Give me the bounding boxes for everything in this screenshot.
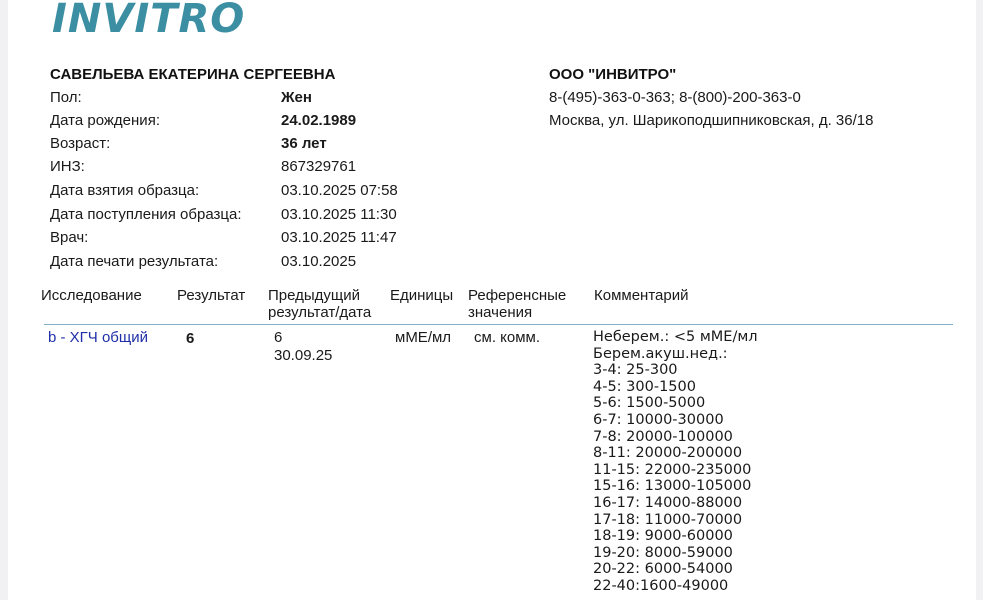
header-comment: Комментарий <box>594 287 689 304</box>
info-label: Возраст: <box>50 135 111 152</box>
info-value: 867329761 <box>281 158 357 175</box>
info-row-sample-received <box>50 206 530 226</box>
units-value: мМЕ/мл <box>395 329 452 346</box>
header-previous-line1: Предыдущий <box>268 287 361 304</box>
comment-line: 7-8: 20000-100000 <box>593 428 733 445</box>
comment-line: 3-4: 25-300 <box>593 362 678 379</box>
comment-line: 22-40:1600-49000 <box>593 577 729 594</box>
reference-value: см. комм. <box>474 329 541 346</box>
info-value: 03.10.2025 <box>281 253 357 270</box>
comment-line: 6-7: 10000-30000 <box>593 411 724 428</box>
header-reference <box>468 287 566 321</box>
previous-result-date: 30.09.25 <box>274 347 333 364</box>
info-label: Дата печати результата: <box>50 253 219 270</box>
info-label: Дата поступления образца: <box>50 206 242 223</box>
comment-line: 20-22: 6000-54000 <box>593 561 733 578</box>
info-row-sex <box>50 89 530 109</box>
comment-line: 5-6: 1500-5000 <box>593 395 706 412</box>
comment-line: 17-18: 11000-70000 <box>593 511 743 528</box>
info-value: 03.10.2025 11:30 <box>281 206 397 223</box>
info-row-age <box>50 135 530 155</box>
patient-name: САВЕЛЬЕВА ЕКАТЕРИНА СЕРГЕЕВНА <box>50 66 336 83</box>
info-row-doctor <box>50 229 530 249</box>
info-label: Дата рождения: <box>50 112 160 129</box>
comment-line: 16-17: 14000-88000 <box>593 494 743 511</box>
info-row-birth-date <box>50 112 530 132</box>
result-value: 6 <box>186 330 195 347</box>
header-previous <box>268 287 371 321</box>
result-page <box>8 0 976 600</box>
comment-line: 4-5: 300-1500 <box>593 378 696 395</box>
header-reference-line2: значения <box>468 304 533 321</box>
lab-name: ООО "ИНВИТРО" <box>549 66 677 83</box>
lab-address: Москва, ул. Шарикоподшипниковская, д. 36/18 <box>549 112 874 129</box>
lab-phones: 8-(495)-363-0-363; 8-(800)-200-363-0 <box>549 89 801 106</box>
info-label: Пол: <box>50 89 82 106</box>
comment-line: Берем.акуш.нед.: <box>593 345 728 362</box>
header-test: Исследование <box>41 287 142 304</box>
comment-block <box>593 329 758 595</box>
header-units: Единицы <box>390 287 454 304</box>
comment-line: 19-20: 8000-59000 <box>593 544 733 561</box>
info-value: 03.10.2025 07:58 <box>281 182 398 199</box>
header-previous-line2: результат/дата <box>268 304 372 321</box>
test-name-link[interactable]: b - ХГЧ общий <box>48 329 148 346</box>
comment-line: Неберем.: <5 мМЕ/мл <box>593 329 758 345</box>
comment-line: 11-15: 22000-235000 <box>593 461 752 478</box>
info-value: 24.02.1989 <box>281 112 357 129</box>
info-label: Врач: <box>50 229 89 246</box>
header-reference-line1: Референсные <box>468 287 567 304</box>
info-row-inz <box>50 158 530 178</box>
info-value: 03.10.2025 11:47 <box>281 229 397 246</box>
previous-result-value: 6 <box>274 329 283 346</box>
info-label: Дата взятия образца: <box>50 182 200 199</box>
table-header-divider <box>44 324 953 325</box>
invitro-logo: INVITRO <box>52 0 246 42</box>
comment-line: 18-19: 9000-60000 <box>593 528 733 545</box>
info-row-sample-taken <box>50 182 530 202</box>
header-result: Результат <box>177 287 246 304</box>
info-row-print-date <box>50 253 530 273</box>
comment-line: 8-11: 20000-200000 <box>593 445 743 462</box>
info-label: ИНЗ: <box>50 158 85 175</box>
info-value: Жен <box>281 89 312 106</box>
comment-line: 15-16: 13000-105000 <box>593 478 752 495</box>
info-value: 36 лет <box>281 135 327 152</box>
